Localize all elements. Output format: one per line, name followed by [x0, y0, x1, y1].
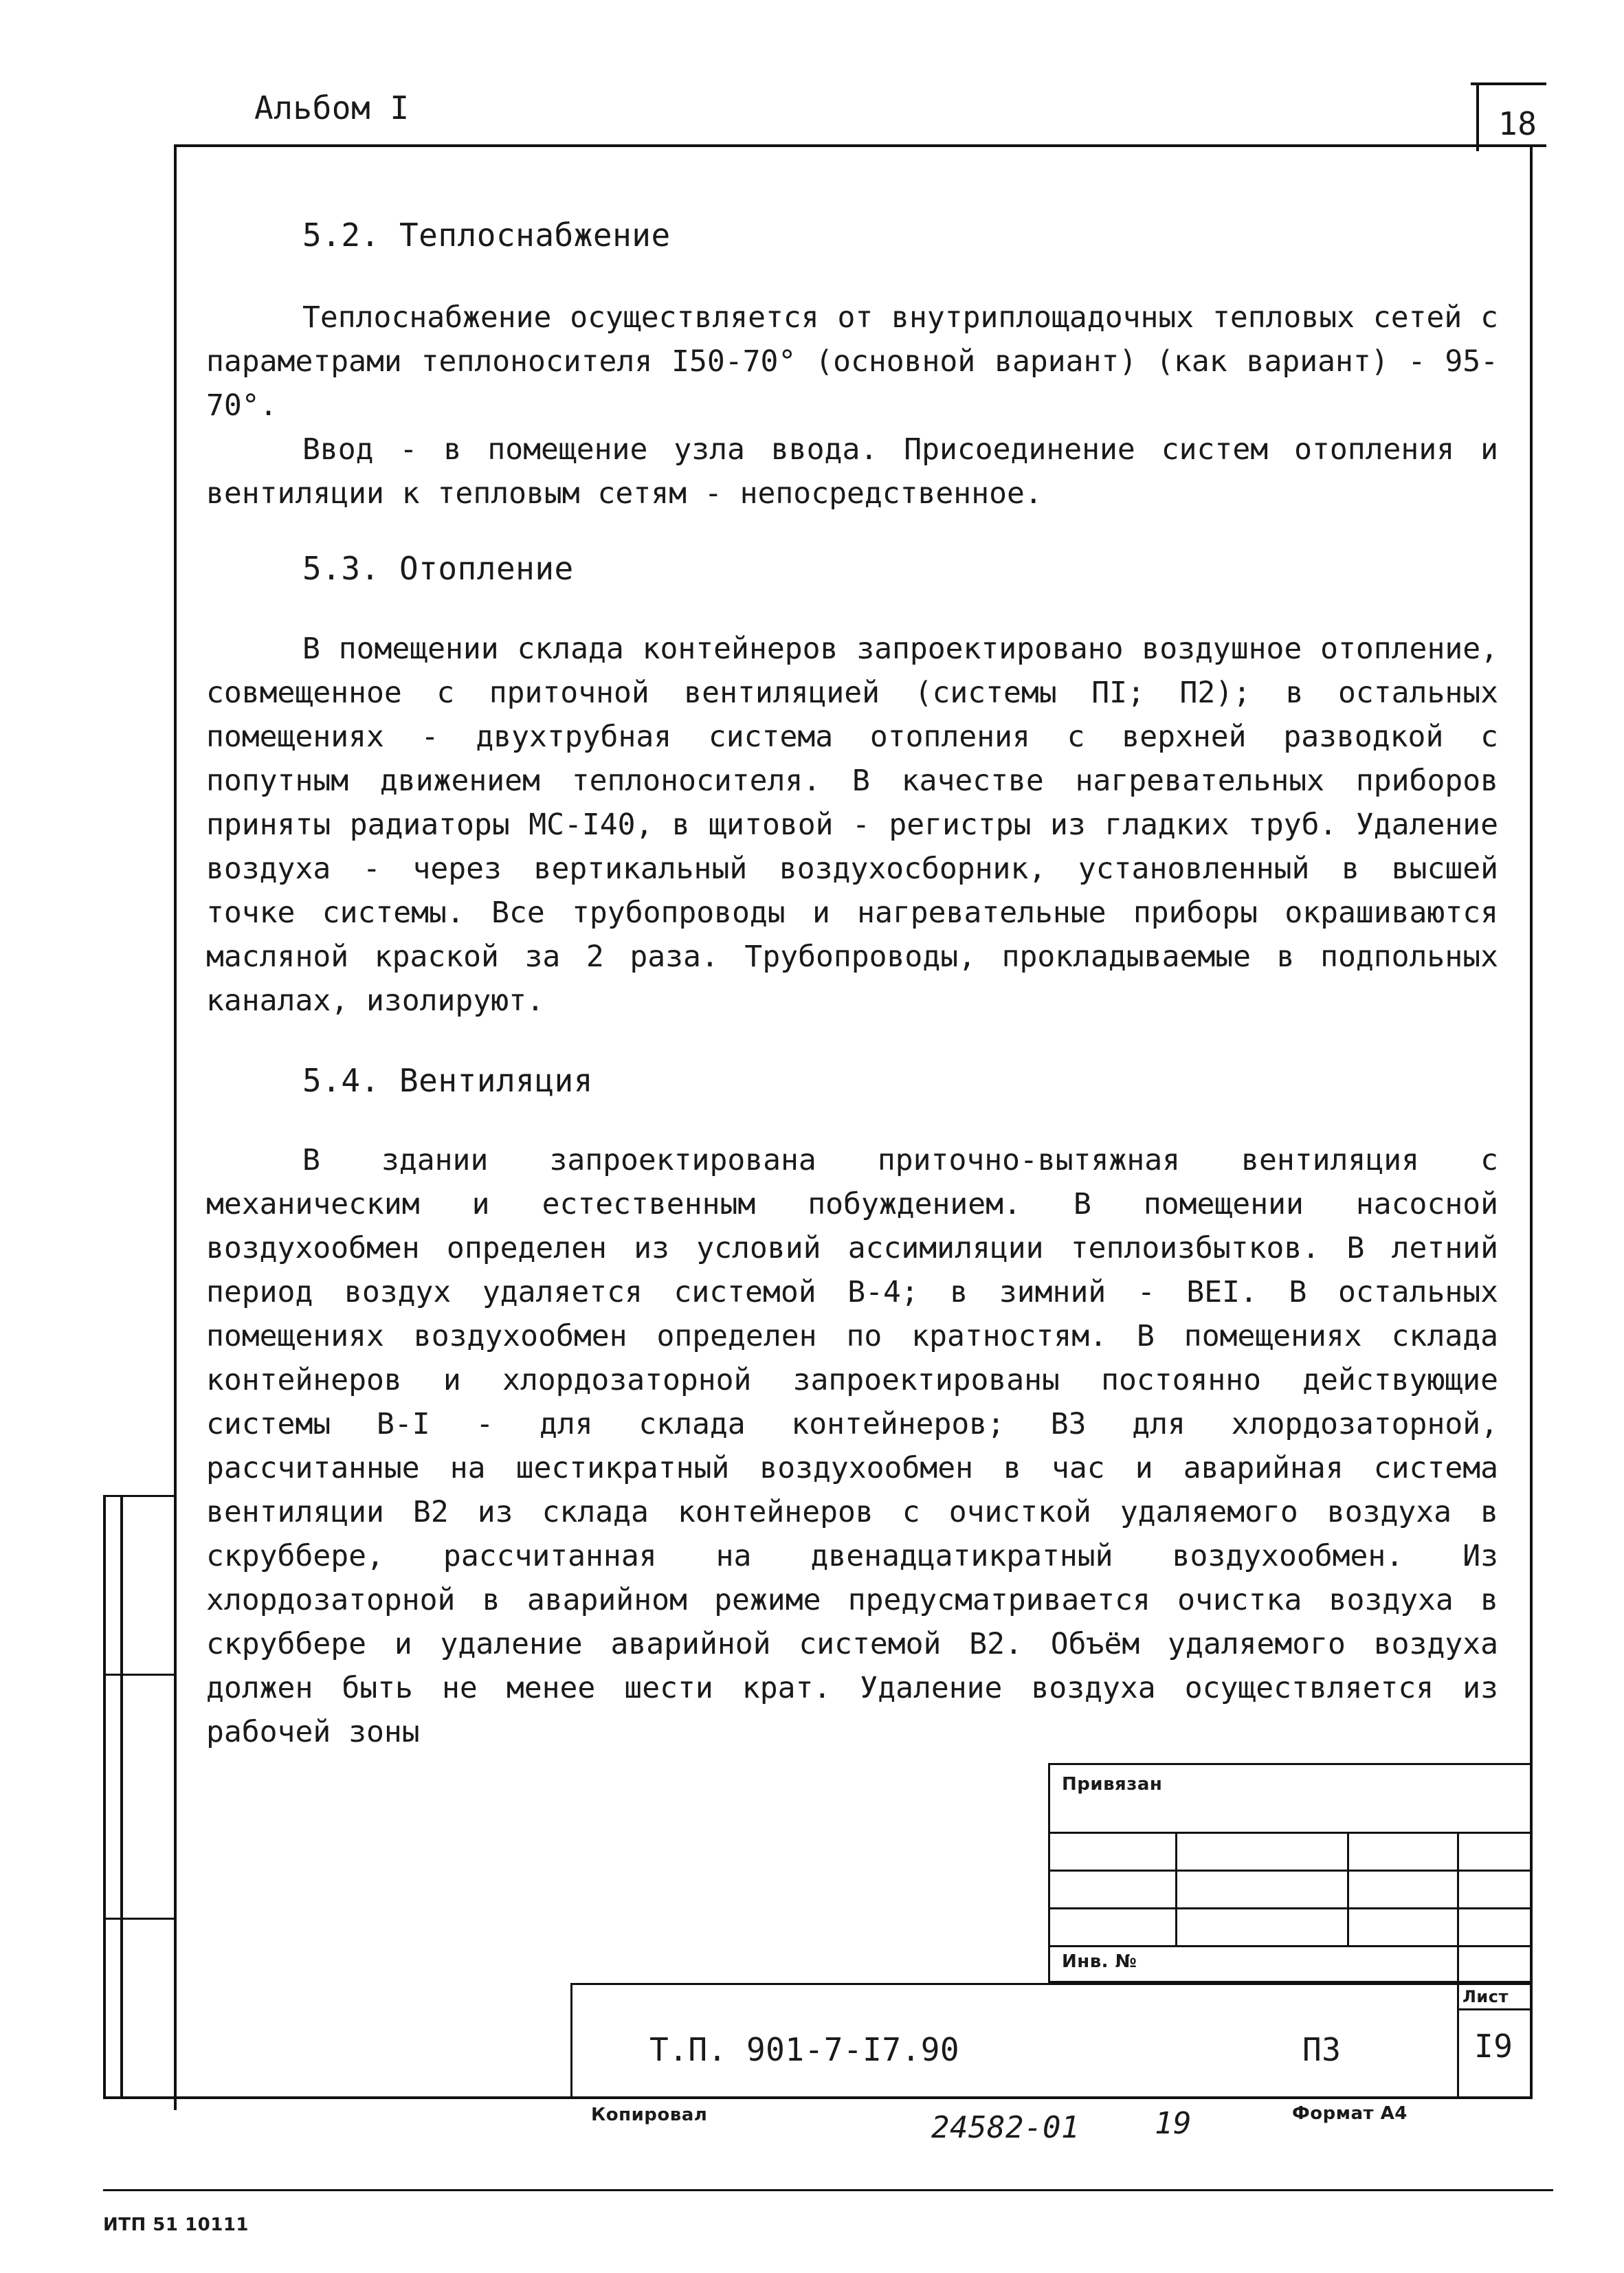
privyazan-col-3 [1457, 1832, 1459, 1983]
sheet-number: I9 [1474, 2028, 1513, 2065]
doc-code: Т.П. 901-7-I7.90 [649, 2031, 960, 2068]
paragraph-heating: В помещении склада контейнеров запроектировано воздушное отопление, совмещенное с приточной вентиляцией (системы ПI; П2); в остальных помещениях - двухтрубная система отопления с верхней разводкой с попутным движением теплоносителя. В качестве нагревательных приборов приняты радиаторы МС-I40, в щитовой - регистры из гладких труб. Удаление воздуха - через вертикальный воздухосборник, установленный в высшей точке системы. Все трубопроводы и нагревательные приборы окрашиваются масляной краской за 2 раза. Трубопроводы, прокладываемые в подпольных каналах, изолируют. [206, 632, 1498, 1018]
frame-left-border [174, 144, 177, 2110]
privyazan-label: Привязан [1062, 1774, 1163, 1795]
page-number: 18 [1498, 105, 1537, 142]
privyazan-row-1 [1048, 1832, 1533, 1834]
sheet-label: Лист [1462, 1987, 1509, 2006]
frame-top-border [175, 144, 1546, 147]
binding-strip-divider-1 [103, 1674, 177, 1676]
binding-strip-outer-line [103, 1495, 106, 2096]
order-sheet: 19 [1155, 2106, 1192, 2141]
printer-mark: ИТП 51 10111 [103, 2215, 249, 2235]
section-title-heating: 5.3. Отопление [302, 550, 574, 587]
privyazan-box [1048, 1763, 1533, 1983]
kopiroval-label: Копировал [591, 2105, 708, 2125]
corner-top-line [1471, 82, 1546, 85]
doc-type: ПЗ [1302, 2031, 1342, 2068]
footer-rule [103, 2189, 1553, 2191]
privyazan-col-1 [1175, 1832, 1177, 1945]
paragraph-heat-supply-1: Теплоснабжение осуществляется от внутриплощадочных тепловых сетей с параметрами теплоносителя I50-70° (основной вариант) (как вариант) - 95-70°. [206, 300, 1498, 423]
binding-strip-top [103, 1495, 177, 1497]
privyazan-row-4 [1048, 1945, 1533, 1947]
section-title-ventilation: 5.4. Вентиляция [302, 1062, 593, 1099]
main-stamp-sheet-header-line [1457, 2008, 1533, 2010]
privyazan-row-2 [1048, 1870, 1533, 1872]
order-number: 24582-01 [931, 2110, 1080, 2145]
section-title-heat-supply: 5.2. Теплоснабжение [302, 217, 671, 254]
paragraph-ventilation: В здании запроектирована приточно-вытяжная вентиляция с механическим и естественным побуждением. В помещении насосной воздухообмен определен из условий ассимиляции теплоизбытков. В летний период воздух удаляется системой В-4; в зимний - ВЕI. В остальных помещениях воздухообмен определен по кратностям. В помещениях склада контейнеров и хлордозаторной запроектированы постоянно действующие системы В-I - для склада контейнеров; В3 для хлордозаторной, рассчитанные на шестикратный воздухообмен в час и аварийная система вентиляции В2 из склада контейнеров с очисткой удаляемого воздуха в скруббере, рассчитанная на двенадцатикратный воздухообмен. Из хлордозаторной в аварийном режиме предусматривается очистка воздуха в скруббере и удаление аварийной системой В2. Объём удаляемого воздуха должен быть не менее шести крат. Удаление воздуха осуществляется из рабочей зоны [206, 1143, 1498, 1749]
format-label: Формат А4 [1292, 2103, 1408, 2124]
main-stamp-sheet-divider [1457, 1983, 1459, 2098]
inv-number-label: Инв. № [1062, 1951, 1137, 1972]
privyazan-row-3 [1048, 1907, 1533, 1909]
privyazan-col-2 [1347, 1832, 1349, 1945]
binding-strip-divider-2 [103, 1918, 177, 1920]
album-label: Альбом I [254, 89, 410, 126]
paragraph-heat-supply-2: Ввод - в помещение узла ввода. Присоединение систем отопления и вентиляции к тепловым сетям - непосредственное. [206, 432, 1498, 511]
binding-strip-inner-line [120, 1495, 123, 2096]
corner-left-line [1476, 82, 1479, 151]
